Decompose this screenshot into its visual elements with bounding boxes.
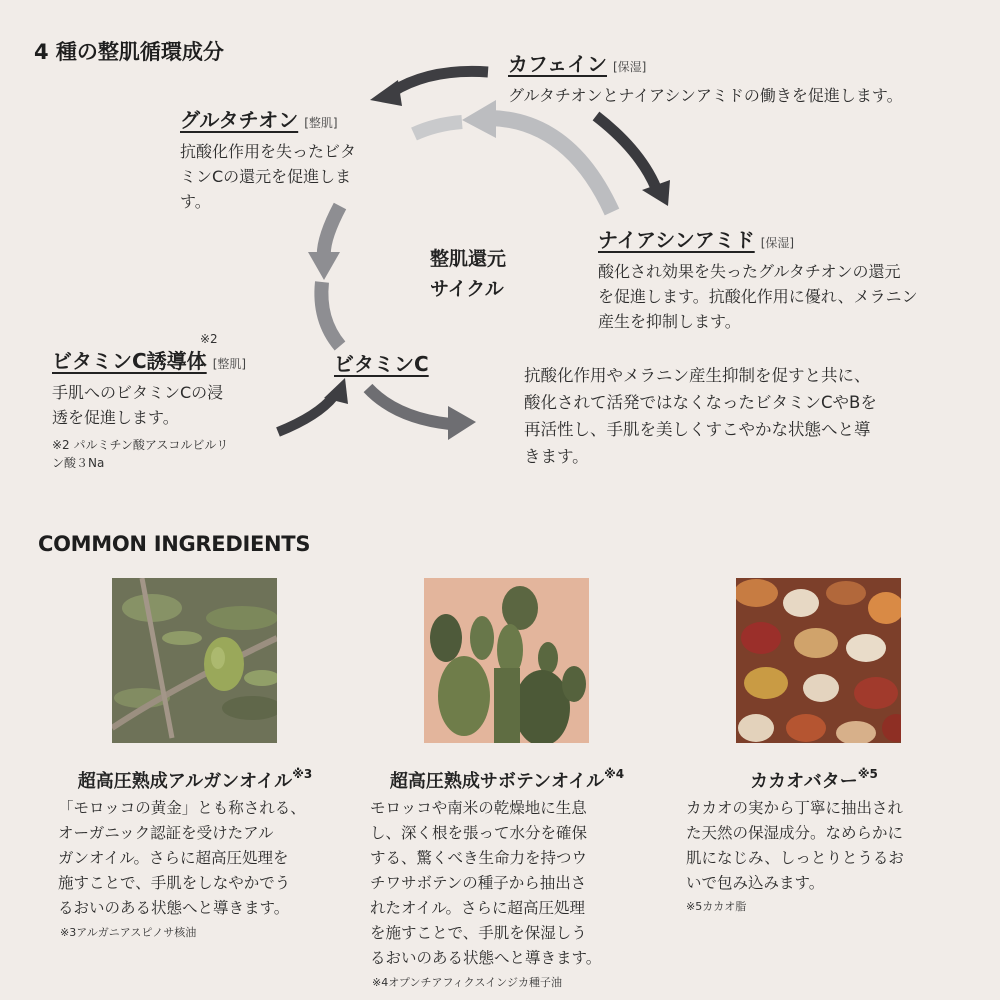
cacao-desc-line: 肌になじみ、しっとりとうるお <box>686 849 904 867</box>
glutathione-tag: [整肌] <box>304 116 338 130</box>
vitc-derivative-desc-line: 透を促進します。 <box>52 408 179 427</box>
arrow-vitamin-c-to-desc <box>368 388 450 424</box>
cactus-desc-line: チワサボテンの種子から抽出さ <box>370 874 587 892</box>
argan-title-text: 超高圧熟成アルガンオイル <box>77 771 293 792</box>
arrow-to-vitamin-c <box>321 282 340 346</box>
cactus-desc-line: し、深く根を張って水分を確保 <box>370 824 588 842</box>
argan-desc-line: るおいのある状態へと導きます。 <box>58 899 290 917</box>
caffeine-block <box>508 48 903 108</box>
center-label-line: 整肌還元 <box>430 248 507 270</box>
niacinamide-name: ナイアシンアミド <box>598 228 755 252</box>
arrow-caffeine-to-niacinamide <box>596 116 656 188</box>
glutathione-desc-line: ミンCの還元を促進しま <box>180 167 352 186</box>
vitc-derivative-footnote-line: ン酸３Na <box>52 456 105 470</box>
cactus-desc <box>370 796 601 971</box>
argan-desc-line: ガンオイル。さらに超高圧処理を <box>58 849 289 867</box>
cactus-desc-line: を施すことで、手肌を保湿しう <box>370 924 587 942</box>
cacao-desc-line: カカオの実から丁寧に抽出され <box>686 799 904 817</box>
cacao-desc-line: た天然の保湿成分。なめらかに <box>686 824 904 842</box>
glutathione-block <box>180 104 356 214</box>
arrow-light-tail <box>414 122 462 134</box>
cactus-title <box>352 767 662 793</box>
argan-footnote: ※3アルガニアスピノサ核油 <box>60 926 197 939</box>
niacinamide-desc-line: 酸化され効果を失ったグルタチオンの還元 <box>598 262 901 281</box>
cactus-mark: ※4 <box>604 767 625 781</box>
cacao-image <box>736 578 901 743</box>
cycle-center-label <box>430 244 506 304</box>
caffeine-name: カフェイン <box>508 52 607 76</box>
vitc-desc-line: 酸化されて活発ではなくなったビタミンCやBを <box>524 393 877 412</box>
argan-mark: ※3 <box>292 767 313 781</box>
niacinamide-block <box>598 224 918 334</box>
cacao-desc <box>686 796 904 896</box>
argan-desc-line: 「モロッコの黄金」とも称される、 <box>58 799 306 817</box>
cacao-title-text: カカオバター <box>750 771 858 792</box>
caffeine-tag: [保湿] <box>613 60 647 74</box>
niacinamide-tag: [保湿] <box>760 236 795 250</box>
vitc-desc-line: 再活性し、手肌を美しくすこやかな状態へと導 <box>524 420 871 439</box>
arrow-niacinamide-to-glutathione <box>490 118 612 212</box>
cycle-heading: 4 種の整肌循環成分 <box>34 40 224 64</box>
vitc-derivative-tag: [整肌] <box>212 357 247 371</box>
vitc-name: ビタミンC <box>334 352 429 376</box>
niacinamide-desc-line: 産生を抑制します。 <box>598 312 741 331</box>
caffeine-desc: グルタチオンとナイアシンアミドの働きを促進します。 <box>508 86 903 105</box>
vitc-derivative-note-mark: ※2 <box>200 332 218 346</box>
argan-desc-line: オーガニック認証を受けたアル <box>58 824 274 842</box>
niacinamide-desc-line: を促進します。抗酸化作用に優れ、メラニン <box>598 287 918 306</box>
glutathione-name: グルタチオン <box>180 108 299 132</box>
glutathione-desc-line: 抗酸化作用を失ったビタ <box>180 142 357 161</box>
argan-desc-line: 施すことで、手肌をしなやかでう <box>58 874 291 892</box>
cactus-desc-line: るおいのある状態へと導きます。 <box>370 949 602 967</box>
vitc-derivative-footnote-line: ※2 パルミチン酸アスコルビルリ <box>52 438 229 452</box>
cactus-title-text: 超高圧熟成サボテンオイル <box>389 771 605 792</box>
center-label-line: サイクル <box>430 278 504 300</box>
vitc-derivative-name: ビタミンC誘導体 <box>52 349 207 373</box>
vitc-desc-line: きます。 <box>524 447 589 466</box>
arrowhead-vitamin-c-to-desc <box>448 406 476 440</box>
arrowhead-caffeine-to-glutathione <box>370 80 402 106</box>
argan-desc <box>58 796 306 921</box>
cactus-desc-line: する、驚くべき生命力を持つウ <box>370 849 588 867</box>
ingredients-heading: COMMON INGREDIENTS <box>38 532 311 556</box>
cacao-mark: ※5 <box>857 767 878 781</box>
vitc-desc-line: 抗酸化作用やメラニン産生抑制を促すと共に、 <box>524 366 871 385</box>
cacao-title <box>664 767 964 793</box>
cacao-footnote: ※5カカオ脂 <box>686 900 747 913</box>
arrow-caffeine-to-glutathione <box>392 71 488 92</box>
cactus-footnote: ※4オプンチアフィクスインジカ種子油 <box>372 976 562 989</box>
cactus-image <box>424 578 589 743</box>
cacao-desc-line: いで包み込みます。 <box>686 874 825 892</box>
argan-title <box>40 767 350 793</box>
cactus-desc-line: れたオイル。さらに超高圧処理 <box>370 899 585 917</box>
glutathione-desc-line: す。 <box>180 192 211 211</box>
vitc-derivative-desc-line: 手肌へのビタミンCの浸 <box>52 383 224 402</box>
cactus-desc-line: モロッコや南米の乾燥地に生息 <box>370 799 587 817</box>
arrow-derivative-to-vitamin-c <box>278 396 334 432</box>
arrowhead-niacinamide-to-glutathione <box>462 100 496 138</box>
vitc-desc <box>524 362 877 470</box>
vitc-derivative-block <box>52 345 246 472</box>
argan-image <box>112 578 277 743</box>
arrowhead-glutathione-down <box>308 252 340 280</box>
